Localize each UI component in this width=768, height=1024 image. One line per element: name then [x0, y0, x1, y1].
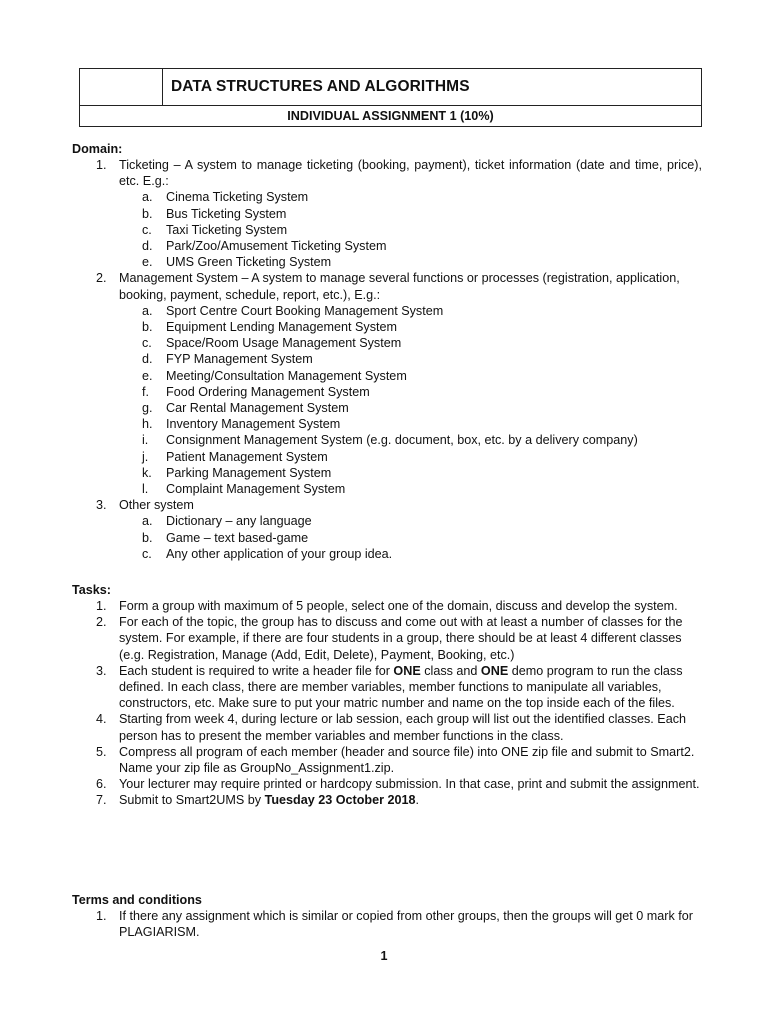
domain-sub-item: e. UMS Green Ticketing System — [142, 255, 332, 270]
terms-list — [72, 908, 702, 940]
domain-sub-item: c. Any other application of your group idea. — [142, 546, 393, 561]
domain-sub-item: b. Game – text based-game — [142, 530, 309, 545]
task-item: 1. Form a group with maximum of 5 people, select one of the domain, discuss and develop the system. — [96, 599, 678, 613]
domain-sub-item: b. Bus Ticketing System — [142, 206, 287, 221]
domain-sub-item: k. Parking Management System — [142, 465, 332, 480]
terms-item: 1. If there any assignment which is similar or copied from other groups, then the groups will get 0 mark for PLAGIARISM. — [96, 909, 693, 940]
domain-item-1: 1. Ticketing – A system to manage ticketing (booking, payment), ticket information (date and time, price), etc. E.g.: — [96, 158, 702, 189]
domain-sub-item: c. Space/Room Usage Management System — [142, 336, 402, 351]
assignment-subtitle: INDIVIDUAL ASSIGNMENT 1 (10%) — [80, 106, 702, 127]
domain-sub-item: d. Park/Zoo/Amusement Ticketing System — [142, 239, 387, 254]
domain-sub-item: g. Car Rental Management System — [142, 401, 349, 416]
domain-sub-item: b. Equipment Lending Management System — [142, 320, 398, 335]
domain-sub-item: a. Cinema Ticketing System — [142, 190, 309, 205]
page-number: 1 — [380, 949, 388, 963]
domain-sub-item: j. Patient Management System — [142, 449, 328, 464]
domain-sub-item: e. Meeting/Consultation Management System — [142, 368, 407, 383]
domain-sub-item: l. Complaint Management System — [142, 482, 346, 497]
due-date: Tuesday 23 October 2018 — [264, 793, 416, 808]
task-item: 7. Submit to Smart2UMS by Tuesday 23 October 2018. — [96, 793, 420, 808]
tasks-heading: Tasks: — [72, 583, 111, 597]
domain-sub-item: i. Consignment Management System (e.g. document, box, etc. by a delivery company) — [142, 433, 638, 448]
domain-sub-item: d. FYP Management System — [142, 352, 313, 367]
terms-heading: Terms and conditions — [72, 893, 202, 907]
domain-sub-item: h. Inventory Management System — [142, 417, 341, 432]
domain-sub-item: a. Dictionary – any language — [142, 514, 312, 529]
header-table — [79, 68, 702, 127]
task-item: 6. Your lecturer may require printed or hardcopy submission. In that case, print and submit the assignment. — [96, 777, 700, 792]
document-title: DATA STRUCTURES AND ALGORITHMS — [163, 69, 702, 106]
domain-heading: Domain: — [72, 142, 123, 156]
domain-sub-item: c. Taxi Ticketing System — [142, 222, 288, 237]
domain-item-2: 2. Management System – A system to manage several functions or processes (registration, application, booking, payment, schedule, report, etc.), E.g.: — [96, 271, 680, 302]
tasks-list — [72, 598, 702, 809]
domain-sub-item: a. Sport Centre Court Booking Management System — [142, 303, 444, 318]
task-item: 2. For each of the topic, the group has to discuss and come out with at least a number of classes for the system. For example, if there are four students in a group, there should be at least 4 different classes (e.g. Registration, Manage (Add, Edit, Delete), Payment, Booking, etc.) — [96, 615, 683, 662]
task-item: 4. Starting from week 4, during lecture or lab session, each group will list out the identified classes. Each person has to present the member variables and member functions in the class. — [96, 712, 687, 743]
header-blank-cell — [80, 69, 163, 106]
task-item: 5. Compress all program of each member (header and source file) into ONE zip file and submit to Smart2. Name your zip file as GroupNo_Assignment1.zip. — [96, 744, 695, 776]
domain-item-3: 3. Other system — [96, 498, 194, 513]
domain-sub-item: f. Food Ordering Management System — [142, 384, 370, 399]
task-item: 3. Each student is required to write a header file for ONE class and ONE demo program to run the class defined. In each class, there are member variables, member functions to manipulate all variables, constructors, etc. Make sure to put your matric number and name on the top inside each of the files. — [96, 663, 683, 711]
domain-list — [72, 157, 702, 562]
